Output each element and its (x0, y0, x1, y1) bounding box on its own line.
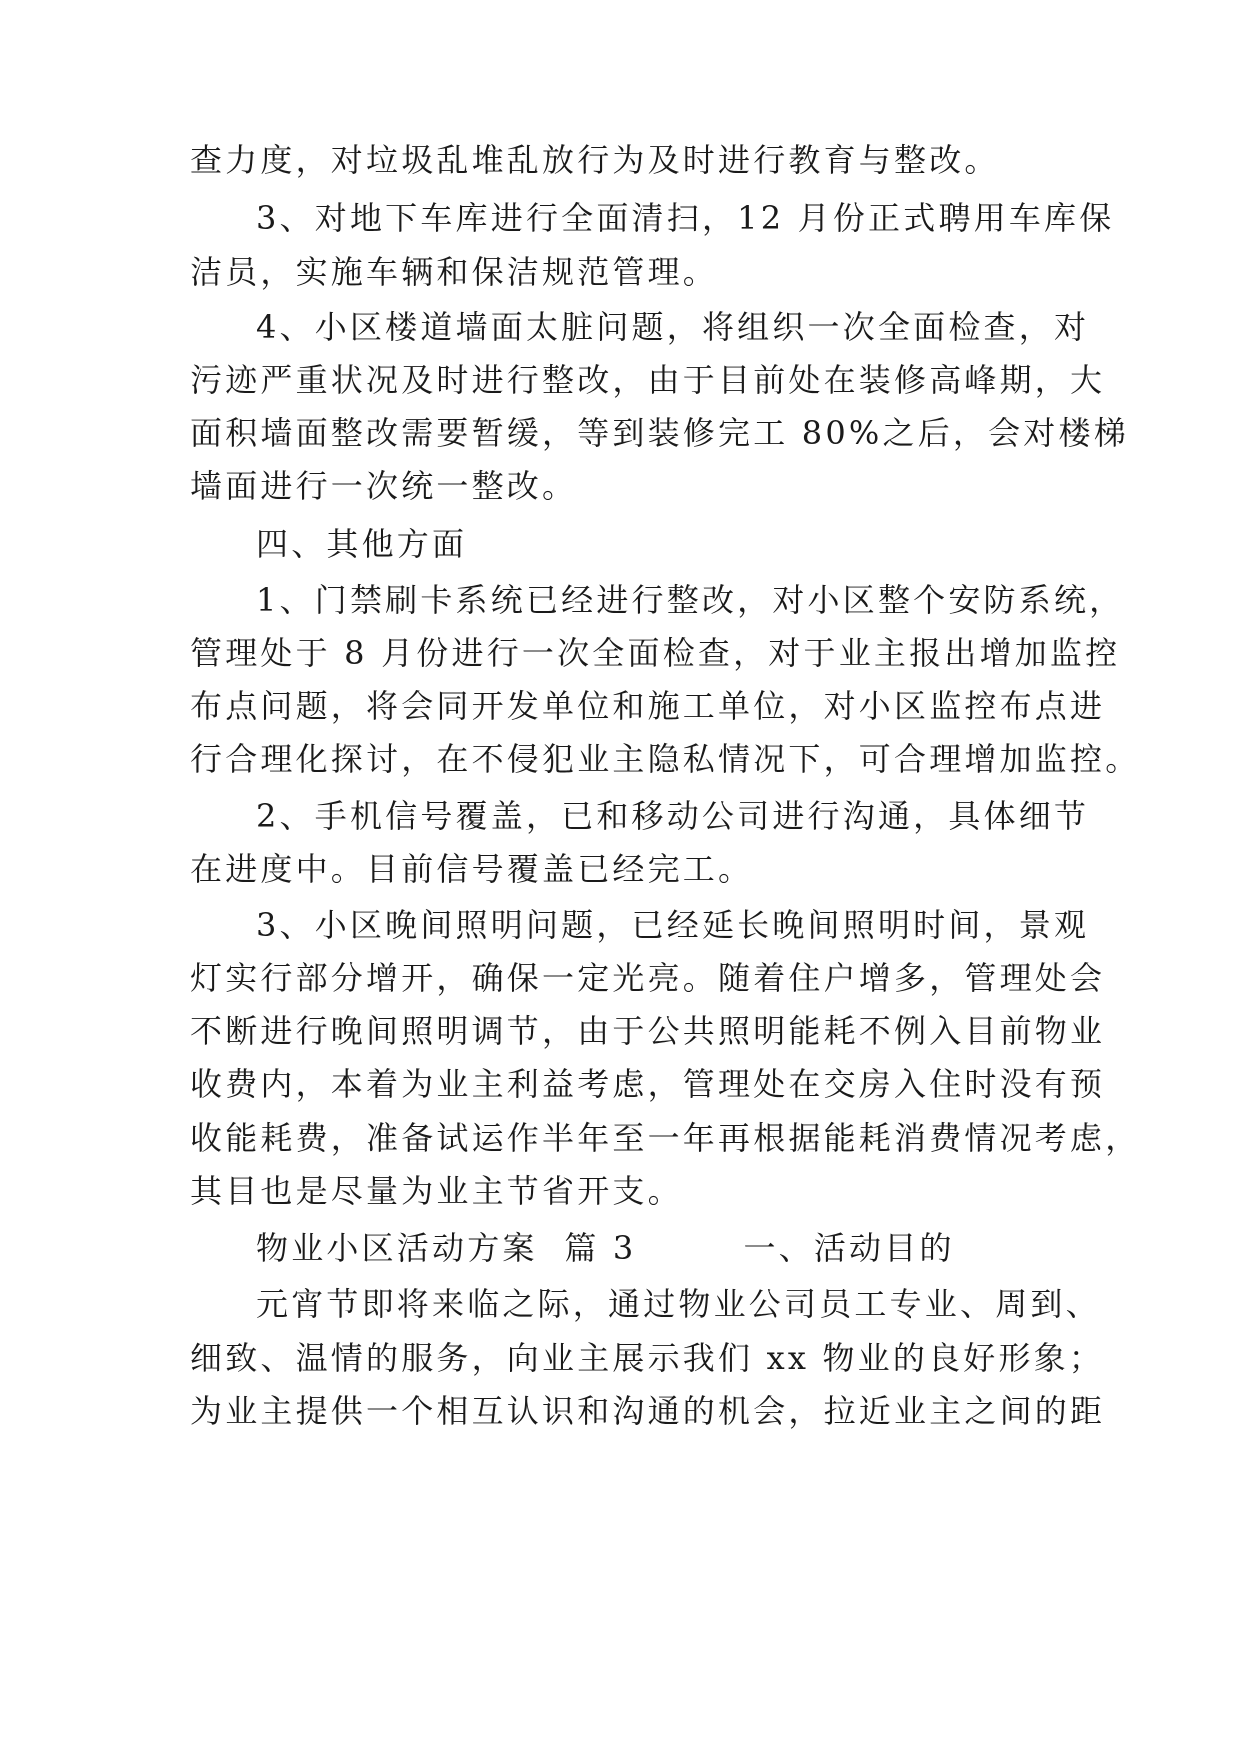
text-line: 2、手机信号覆盖，已和移动公司进行沟通，具体细节 (256, 797, 1090, 835)
section-heading: 四、其他方面 (256, 525, 468, 563)
text-line: 为业主提供一个相互认识和沟通的机会，拉近业主之间的距 (190, 1392, 1106, 1430)
section-heading: 物业小区活动方案 篇 3 一、活动目的 (256, 1229, 955, 1267)
text-line: 洁员，实施车辆和保洁规范管理。 (190, 253, 719, 291)
text-line: 收费内，本着为业主利益考虑，管理处在交房入住时没有预 (190, 1065, 1106, 1103)
text-line: 灯实行部分增开，确保一定光亮。随着住户增多，管理处会 (190, 959, 1106, 997)
text-line: 收能耗费，准备试运作半年至一年再根据能耗消费情况考虑， (190, 1119, 1141, 1157)
text-line: 细致、温情的服务，向业主展示我们 xx 物业的良好形象； (190, 1339, 1105, 1377)
text-line: 3、小区晚间照明问题，已经延长晚间照明时间，景观 (256, 906, 1090, 944)
text-line: 管理处于 8 月份进行一次全面检查，对于业主报出增加监控 (190, 634, 1121, 672)
text-line: 其目也是尽量为业主节省开支。 (190, 1172, 683, 1210)
text-line: 元宵节即将来临之际，通过物业公司员工专业、周到、 (256, 1285, 1101, 1323)
text-line: 污迹严重状况及时进行整改，由于目前处在装修高峰期，大 (190, 361, 1106, 399)
text-line: 3、对地下车库进行全面清扫，12 月份正式聘用车库保 (256, 199, 1115, 237)
text-line: 行合理化探讨，在不侵犯业主隐私情况下，可合理增加监控。 (190, 740, 1141, 778)
text-line: 在进度中。目前信号覆盖已经完工。 (190, 850, 754, 888)
text-line: 4、小区楼道墙面太脏问题，将组织一次全面检查，对 (256, 308, 1090, 346)
text-line: 布点问题，将会同开发单位和施工单位，对小区监控布点进 (190, 687, 1106, 725)
text-line: 不断进行晚间照明调节，由于公共照明能耗不例入目前物业 (190, 1012, 1106, 1050)
text-line: 查力度，对垃圾乱堆乱放行为及时进行教育与整改。 (190, 141, 1000, 179)
text-line: 面积墙面整改需要暂缓，等到装修完工 80%之后，会对楼梯 (190, 414, 1129, 452)
text-line: 1、门禁刷卡系统已经进行整改，对小区整个安防系统， (256, 581, 1125, 619)
text-line: 墙面进行一次统一整改。 (190, 467, 578, 505)
